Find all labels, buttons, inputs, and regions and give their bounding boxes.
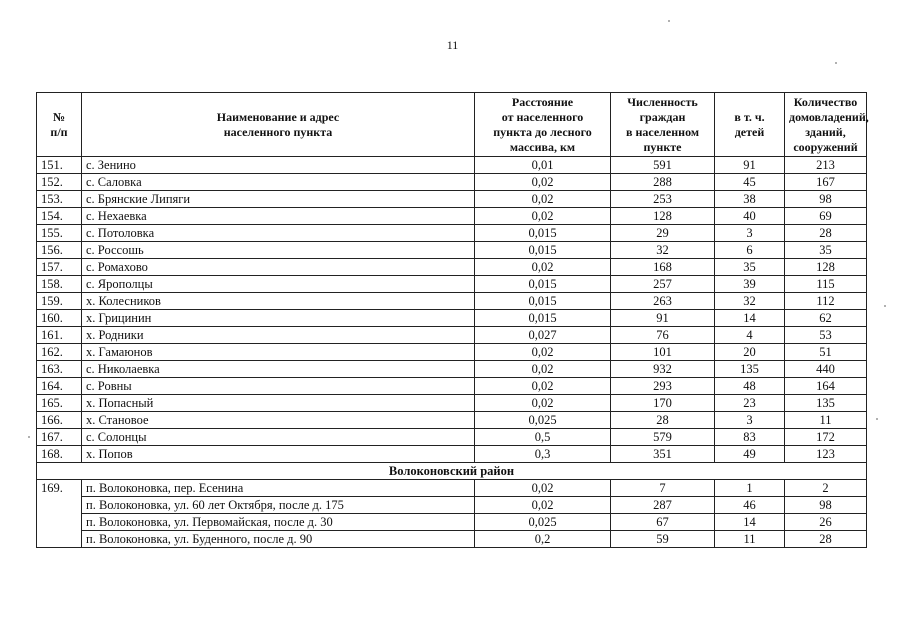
scan-speck [876, 418, 878, 420]
households-cell: 26 [785, 514, 867, 531]
section-row [37, 463, 867, 480]
table-body [37, 157, 867, 548]
children-cell: 40 [715, 208, 785, 225]
settlements-table [36, 92, 867, 548]
distance-cell: 0,02 [475, 174, 611, 191]
settlement-name: с. Ромахово [82, 259, 475, 276]
settlement-name: п. Волоконовка, ул. 60 лет Октября, после д. 175 [82, 497, 475, 514]
households-cell: 172 [785, 429, 867, 446]
settlement-name: п. Волоконовка, ул. Первомайская, после д. 30 [82, 514, 475, 531]
children-cell: 6 [715, 242, 785, 259]
header-children: в т. ч. детей [715, 93, 785, 157]
households-cell: 53 [785, 327, 867, 344]
settlement-name: х. Родники [82, 327, 475, 344]
settlement-name: п. Волоконовка, ул. Буденного, после д. 90 [82, 531, 475, 548]
households-cell: 213 [785, 157, 867, 174]
page-number: 11 [446, 38, 459, 52]
scan-speck [28, 436, 30, 438]
table-row [37, 259, 867, 276]
header-num: № п/п [37, 93, 82, 157]
children-cell: 11 [715, 531, 785, 548]
households-cell: 69 [785, 208, 867, 225]
children-cell: 49 [715, 446, 785, 463]
distance-cell: 0,3 [475, 446, 611, 463]
households-cell: 2 [785, 480, 867, 497]
households-cell: 167 [785, 174, 867, 191]
row-number: 163. [37, 361, 82, 378]
children-cell: 35 [715, 259, 785, 276]
children-cell: 135 [715, 361, 785, 378]
row-number: 166. [37, 412, 82, 429]
row-number: 154. [37, 208, 82, 225]
settlement-name: х. Гамаюнов [82, 344, 475, 361]
children-cell: 1 [715, 480, 785, 497]
distance-cell: 0,027 [475, 327, 611, 344]
distance-cell: 0,01 [475, 157, 611, 174]
table-row [37, 514, 867, 531]
population-cell: 59 [611, 531, 715, 548]
population-cell: 67 [611, 514, 715, 531]
population-cell: 29 [611, 225, 715, 242]
households-cell: 135 [785, 395, 867, 412]
settlement-name: с. Ровны [82, 378, 475, 395]
population-cell: 7 [611, 480, 715, 497]
distance-cell: 0,02 [475, 361, 611, 378]
children-cell: 20 [715, 344, 785, 361]
scan-speck [835, 62, 837, 64]
settlement-name: с. Солонцы [82, 429, 475, 446]
distance-cell: 0,015 [475, 225, 611, 242]
distance-cell: 0,5 [475, 429, 611, 446]
households-cell: 98 [785, 497, 867, 514]
table-row [37, 310, 867, 327]
households-cell: 440 [785, 361, 867, 378]
table-row [37, 378, 867, 395]
table-row [37, 174, 867, 191]
row-number: 168. [37, 446, 82, 463]
distance-cell: 0,025 [475, 412, 611, 429]
row-number: 153. [37, 191, 82, 208]
settlement-name: п. Волоконовка, пер. Есенина [82, 480, 475, 497]
children-cell: 3 [715, 412, 785, 429]
table-row [37, 344, 867, 361]
header-distance: Расстояние от населенного пункта до лесного массива, км [475, 93, 611, 157]
households-cell: 115 [785, 276, 867, 293]
population-cell: 591 [611, 157, 715, 174]
table-row [37, 191, 867, 208]
settlement-name: х. Становое [82, 412, 475, 429]
population-cell: 287 [611, 497, 715, 514]
table-row [37, 480, 867, 497]
row-number: 159. [37, 293, 82, 310]
households-cell: 128 [785, 259, 867, 276]
settlement-name: с. Саловка [82, 174, 475, 191]
distance-cell: 0,02 [475, 191, 611, 208]
population-cell: 101 [611, 344, 715, 361]
scan-speck [668, 20, 670, 22]
settlement-name: с. Россошь [82, 242, 475, 259]
distance-cell: 0,02 [475, 378, 611, 395]
table-row [37, 361, 867, 378]
row-number: 165. [37, 395, 82, 412]
population-cell: 932 [611, 361, 715, 378]
children-cell: 38 [715, 191, 785, 208]
children-cell: 48 [715, 378, 785, 395]
table-row [37, 293, 867, 310]
children-cell: 83 [715, 429, 785, 446]
population-cell: 293 [611, 378, 715, 395]
row-number: 152. [37, 174, 82, 191]
households-cell: 51 [785, 344, 867, 361]
households-cell: 28 [785, 531, 867, 548]
population-cell: 128 [611, 208, 715, 225]
settlement-name: х. Колесников [82, 293, 475, 310]
distance-cell: 0,02 [475, 480, 611, 497]
children-cell: 4 [715, 327, 785, 344]
table-row [37, 157, 867, 174]
table-row [37, 327, 867, 344]
children-cell: 32 [715, 293, 785, 310]
table-header [37, 93, 867, 157]
table-row [37, 225, 867, 242]
households-cell: 112 [785, 293, 867, 310]
population-cell: 170 [611, 395, 715, 412]
settlement-name: с. Николаевка [82, 361, 475, 378]
households-cell: 62 [785, 310, 867, 327]
row-number: 157. [37, 259, 82, 276]
children-cell: 23 [715, 395, 785, 412]
population-cell: 32 [611, 242, 715, 259]
households-cell: 164 [785, 378, 867, 395]
header-households: Количество домовладений, зданий, сооружений [785, 93, 867, 157]
table-row [37, 412, 867, 429]
distance-cell: 0,015 [475, 293, 611, 310]
children-cell: 14 [715, 514, 785, 531]
distance-cell: 0,2 [475, 531, 611, 548]
population-cell: 257 [611, 276, 715, 293]
settlement-name: с. Нехаевка [82, 208, 475, 225]
section-title: Волоконовский район [37, 463, 867, 480]
population-cell: 288 [611, 174, 715, 191]
population-cell: 351 [611, 446, 715, 463]
households-cell: 123 [785, 446, 867, 463]
settlement-name: х. Грицинин [82, 310, 475, 327]
header-population: Численность граждан в населенном пункте [611, 93, 715, 157]
row-number: 160. [37, 310, 82, 327]
row-number: 158. [37, 276, 82, 293]
settlement-name: х. Попов [82, 446, 475, 463]
population-cell: 263 [611, 293, 715, 310]
row-number: 169. [37, 480, 82, 548]
settlement-name: с. Потоловка [82, 225, 475, 242]
distance-cell: 0,02 [475, 497, 611, 514]
row-number: 155. [37, 225, 82, 242]
table-row [37, 497, 867, 514]
households-cell: 35 [785, 242, 867, 259]
table-row [37, 242, 867, 259]
population-cell: 253 [611, 191, 715, 208]
table-row [37, 276, 867, 293]
table-row [37, 429, 867, 446]
distance-cell: 0,02 [475, 208, 611, 225]
scan-speck [884, 305, 886, 307]
population-cell: 28 [611, 412, 715, 429]
population-cell: 76 [611, 327, 715, 344]
table-row [37, 395, 867, 412]
children-cell: 14 [715, 310, 785, 327]
population-cell: 91 [611, 310, 715, 327]
population-cell: 168 [611, 259, 715, 276]
row-number: 151. [37, 157, 82, 174]
distance-cell: 0,015 [475, 276, 611, 293]
distance-cell: 0,02 [475, 395, 611, 412]
children-cell: 45 [715, 174, 785, 191]
settlement-name: с. Брянские Липяги [82, 191, 475, 208]
table-row [37, 208, 867, 225]
distance-cell: 0,02 [475, 344, 611, 361]
households-cell: 11 [785, 412, 867, 429]
children-cell: 39 [715, 276, 785, 293]
settlement-name: с. Зенино [82, 157, 475, 174]
distance-cell: 0,015 [475, 242, 611, 259]
distance-cell: 0,015 [475, 310, 611, 327]
households-cell: 98 [785, 191, 867, 208]
row-number: 162. [37, 344, 82, 361]
table-row [37, 531, 867, 548]
children-cell: 91 [715, 157, 785, 174]
row-number: 156. [37, 242, 82, 259]
population-cell: 579 [611, 429, 715, 446]
households-cell: 28 [785, 225, 867, 242]
distance-cell: 0,02 [475, 259, 611, 276]
distance-cell: 0,025 [475, 514, 611, 531]
settlement-name: х. Попасный [82, 395, 475, 412]
table-row [37, 446, 867, 463]
header-name: Наименование и адрес населенного пункта [82, 93, 475, 157]
children-cell: 46 [715, 497, 785, 514]
children-cell: 3 [715, 225, 785, 242]
row-number: 164. [37, 378, 82, 395]
row-number: 161. [37, 327, 82, 344]
row-number: 167. [37, 429, 82, 446]
settlement-name: с. Ярополцы [82, 276, 475, 293]
